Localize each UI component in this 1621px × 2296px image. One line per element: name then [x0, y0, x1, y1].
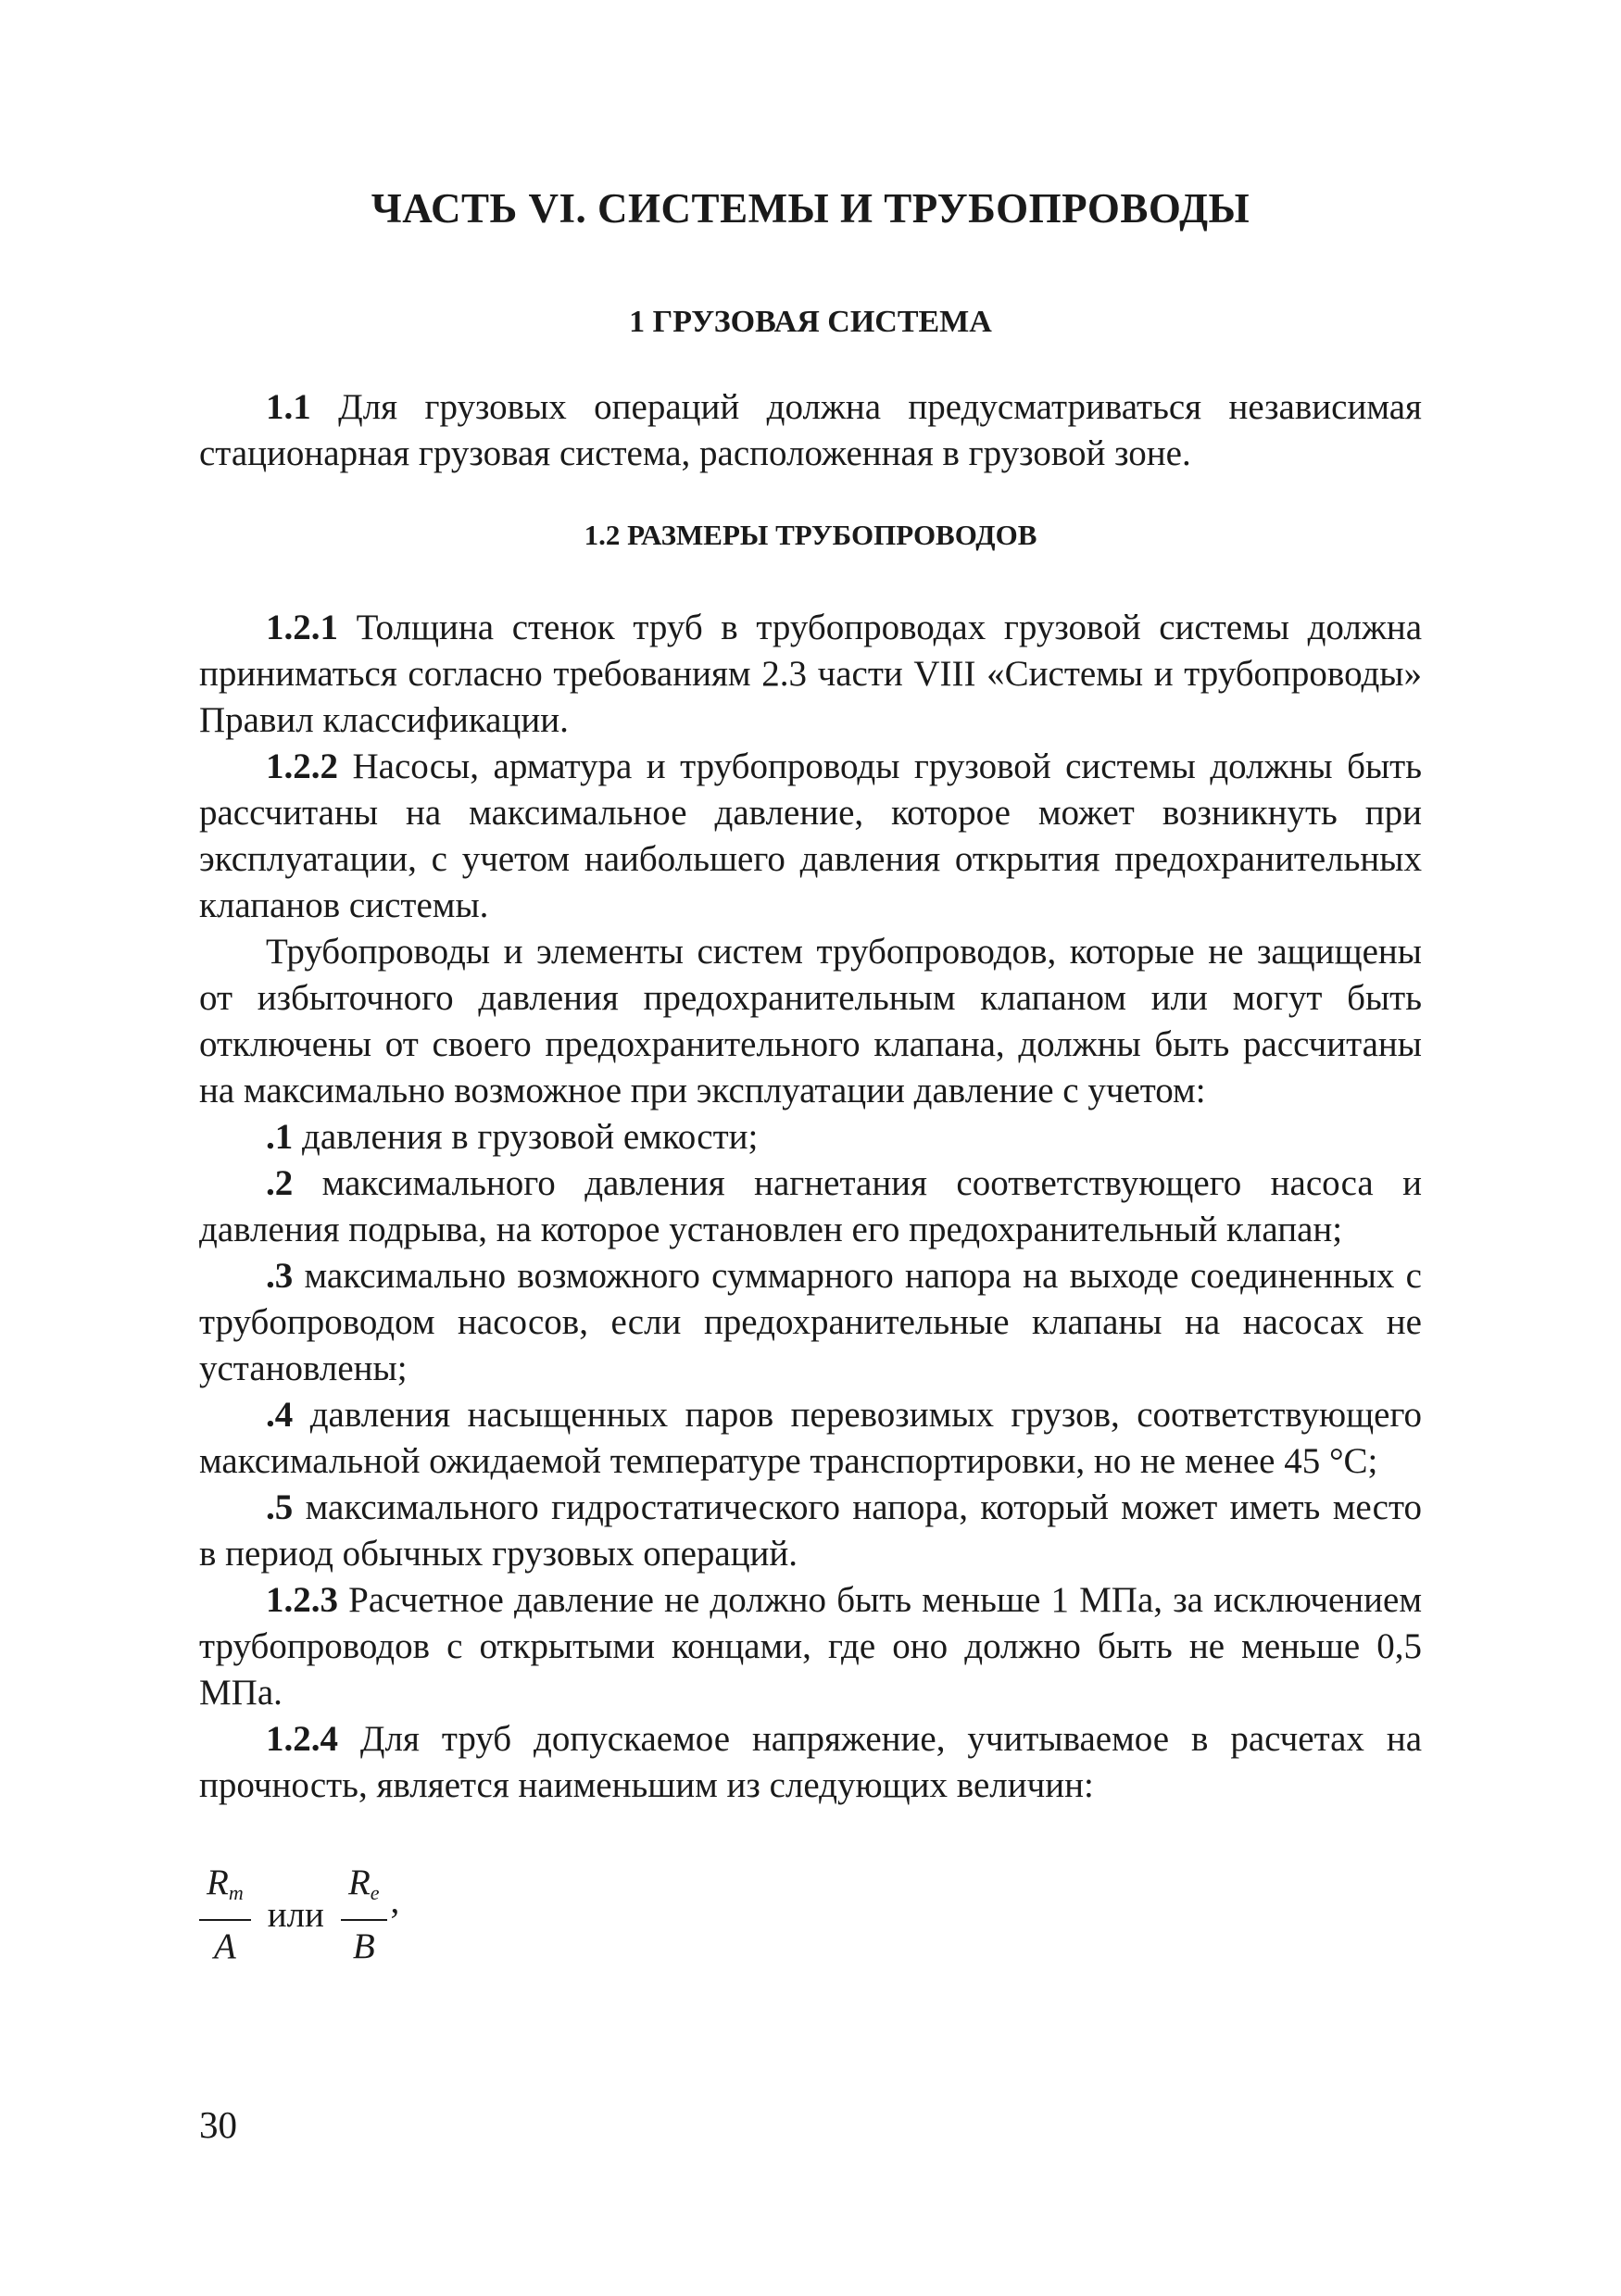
page-number: 30 — [199, 2103, 237, 2146]
list-item-number: .3 — [266, 1256, 294, 1296]
list-item-number: .1 — [266, 1117, 294, 1157]
clause-text: Для грузовых операций должна предусматриваться независимая стационарная грузовая система, расположенная в грузовой зоне. — [199, 387, 1422, 473]
page-content — [199, 181, 1422, 1967]
list-item-number: .4 — [266, 1395, 294, 1435]
list-item-5 — [199, 1485, 1422, 1577]
paragraph-1-2-2 — [199, 744, 1422, 929]
fraction-denominator: A — [213, 1926, 236, 1966]
fraction-denominator: B — [352, 1926, 375, 1966]
clause-text: Расчетное давление не должно быть меньше 1 МПа, за исключением трубопроводов с открытыми концами, где оно должно быть не меньше 0,5 МПа. — [199, 1580, 1422, 1713]
list-item-number: .5 — [266, 1487, 294, 1527]
clause-text: Толщина стенок труб в трубопроводах грузовой системы должна приниматься согласно требованиям 2.3 части VIII «Системы и трубопроводы» Правил классификации. — [199, 608, 1422, 740]
clause-text: Для труб допускаемое напряжение, учитываемое в расчетах на прочность, является наименьшим из следующих величин: — [199, 1719, 1422, 1805]
part-title: ЧАСТЬ VI. СИСТЕМЫ И ТРУБОПРОВОДЫ — [371, 185, 1250, 232]
fraction-numerator: $R_e$ — [341, 1863, 387, 1921]
clause-number: 1.2.2 — [266, 747, 338, 786]
clause-number: 1.2.4 — [266, 1719, 338, 1759]
list-item-text: максимального гидростатического напора, который может иметь место в период обычных грузовых операций. — [199, 1487, 1422, 1574]
fraction-numerator: $R_m$ — [199, 1863, 251, 1921]
clause-number: 1.1 — [266, 387, 311, 427]
fraction-re-over-b — [341, 1863, 387, 1967]
list-item-text: давления насыщенных паров перевозимых грузов, соответствующего максимальной ожидаемой температуре транспортировки, но не менее 45 °C; — [199, 1395, 1422, 1481]
section-title: 1 ГРУЗОВАЯ СИСТЕМА — [629, 305, 992, 339]
clause-text: Насосы, арматура и трубопроводы грузовой системы должны быть рассчитаны на максимальное давление, которое может возникнуть при эксплуатации, с учетом наибольшего давления открытия предохранительных клапанов системы. — [199, 747, 1422, 925]
paragraph-1-2-4 — [199, 1716, 1422, 1809]
clause-number: 1.2.3 — [266, 1580, 338, 1620]
fraction-rm-over-a — [199, 1863, 251, 1967]
paragraph-1-2-1 — [199, 605, 1422, 744]
clause-number: 1.2.1 — [266, 608, 338, 647]
list-item-1 — [199, 1114, 1422, 1161]
paragraph-1-2-3 — [199, 1577, 1422, 1716]
list-item-text: давления в грузовой емкости; — [293, 1117, 759, 1157]
list-item-text: максимального давления нагнетания соответствующего насоса и давления подрыва, на которое установлен его предохранительный клапан; — [199, 1163, 1422, 1249]
formula-comma: , — [390, 1880, 400, 1921]
list-item-4 — [199, 1392, 1422, 1485]
stress-formula — [199, 1863, 1422, 1967]
paragraph-1-1 — [199, 384, 1422, 477]
subsection-title: 1.2 РАЗМЕРЫ ТРУБОПРОВОДОВ — [584, 519, 1037, 551]
formula-or-word: или — [267, 1894, 324, 1935]
list-item-2 — [199, 1161, 1422, 1253]
list-item-number: .2 — [266, 1163, 294, 1203]
list-item-3 — [199, 1253, 1422, 1392]
list-item-text: максимально возможного суммарного напора на выходе соединенных с трубопроводом насосов, если предохранительные клапаны на насосах не установлены; — [199, 1256, 1422, 1388]
paragraph-pipelines: Трубопроводы и элементы систем трубопроводов, которые не защищены от избыточного давления предохранительным клапаном или могут быть отключены от своего предохранительного клапана, должны быть рассчитаны на максимально возможное при эксплуатации давление с учетом: — [199, 932, 1422, 1110]
